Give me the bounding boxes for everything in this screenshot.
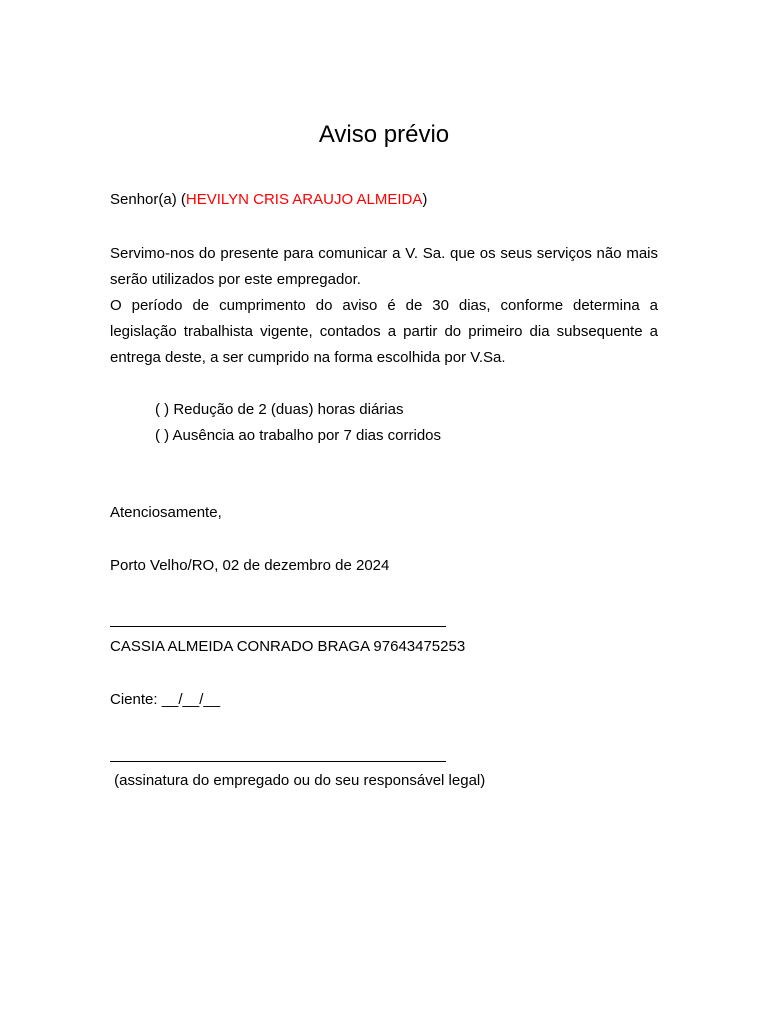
salutation (110, 190, 427, 210)
notice-paragraph: Servimo-nos do presente para comunicar a V. Sa. que os seus serviços não mais serão utilizados por este empregador. (110, 245, 658, 288)
place-date: Porto Velho/RO, 02 de dezembro de 2024 (110, 557, 390, 574)
option-checkbox: ( ) (155, 427, 170, 444)
option-absence (155, 426, 441, 446)
employee-signature-caption: (assinatura do empregado ou do seu responsável legal) (110, 772, 486, 789)
notice-period-paragraph: O período de cumprimento do aviso é de 30 dias, conforme determina a legislação trabalhista vigente, contados a partir do primeiro dia subsequente a entrega deste, a ser cumprido na forma escolhida por V.Sa. (110, 297, 658, 366)
option-checkbox: ( ) (155, 401, 170, 418)
salutation-suffix: ) (422, 191, 428, 208)
employer-signature-line (110, 626, 446, 627)
acknowledgment: Ciente: __/__/__ (110, 691, 221, 708)
closing: Atenciosamente, (110, 504, 222, 521)
option-label: Ausência ao trabalho por 7 dias corridos (172, 427, 442, 444)
employee-signature-line (110, 761, 446, 762)
document-title: Aviso prévio (318, 121, 450, 148)
recipient-name: HEVILYN CRIS ARAUJO ALMEIDA (185, 191, 423, 208)
salutation-prefix: Senhor(a) ( (110, 191, 186, 208)
option-reduction (155, 400, 403, 420)
employer-signature-name: CASSIA ALMEIDA CONRADO BRAGA 97643475253 (110, 638, 466, 655)
option-label: Redução de 2 (duas) horas diárias (173, 401, 404, 418)
